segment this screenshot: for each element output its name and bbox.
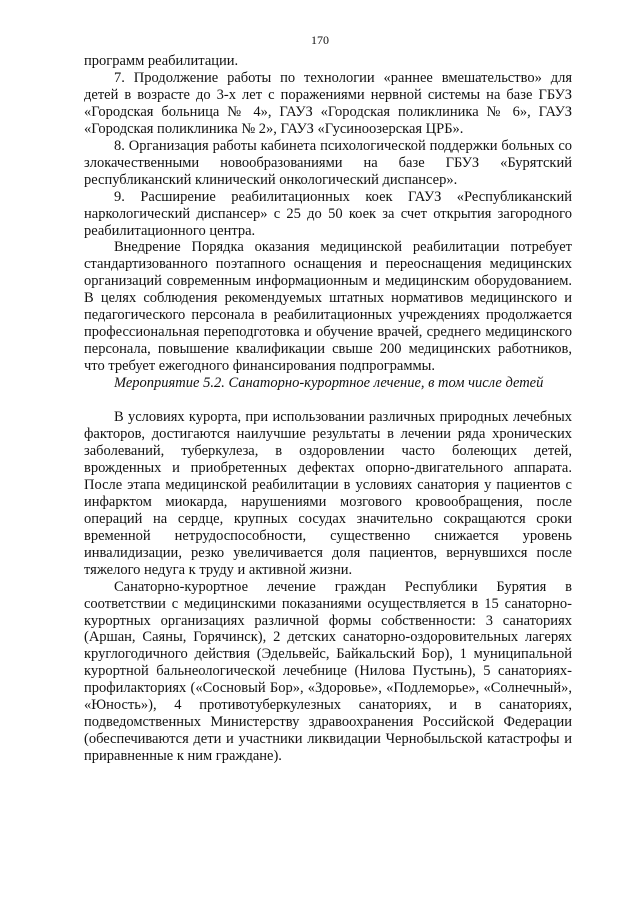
paragraph-rehab-order: Внедрение Порядка оказания медицинской реабилитации потребует стандартизованного поэтапного оснащения и переоснащения медицинских организаций современным информационным и медицинским оборудованием. В целях соблюдения рекомендуемых штатных нормативов медицинского и педагогического персонала в реабилитационных учреждениях продолжается профессиональная переподготовка и обучение врачей, среднего медицинского персонала, повышение квалификации свыше 200 медицинских работников, что требует ежегодного финансирования подпрограммы. [84, 239, 572, 375]
paragraph-item-7: 7. Продолжение работы по технологии «раннее вмешательство» для детей в возрасте до 3-х лет с поражениями нервной системы на базе ГБУЗ «Городская больница № 4», ГАУЗ «Городская поликлиника № 6», ГАУЗ «Городская поликлиника № 2», ГАУЗ «Гусиноозерская ЦРБ». [84, 69, 572, 137]
paragraph-continuation: программ реабилитации. [84, 53, 239, 69]
page-number: 170 [311, 33, 329, 47]
paragraph-sanatorium-treatment: Санаторно-курортное лечение граждан Республики Бурятия в соответствии с медицинскими показаниями осуществляется в 15 санаторно-курортных организациях различной формы собственности: 3 санаториях (Аршан, Саяны, Горячинск), 2 детских санаторно-оздоровительных лагерях круглогодичного действия (Эдельвейс, Байкальский Бор), 1 муниципальной курортной бальнеологической лечебнице (Нилова Пустынь), 5 санаториях-профилакториях («Сосновый Бор», «Здоровье», «Подлеморье», «Солнечный», «Юность»), 4 противотуберкулезных санаториях, и в санаториях, подведомственных Министерству здравоохранения Российской Федерации (обеспечиваются дети и участники ликвидации Чернобыльской катастрофы и приравненные к ним граждане). [84, 578, 572, 765]
paragraph-resort-conditions: В условиях курорта, при использовании различных природных лечебных факторов, достигаются наилучшие результаты в лечении ряда хронических заболеваний, туберкулеза, в оздоровлении часто болеющих детей, врожденных и приобретенных дефектах опорно-двигательного аппарата. После этапа медицинской реабилитации в условиях санатория у пациентов с инфарктом миокарда, нарушениями мозгового кровообращения, после операций на сердце, крупных сосудах значительно сокращаются сроки временной нетрудоспособности, существенно снижается уровень инвалидизации, резко увеличивается доля пациентов, вернувшихся после тяжелого недуга к труду и активной жизни. [84, 409, 572, 578]
section-heading: Мероприятие 5.2. Санаторно-курортное лечение, в том числе детей [114, 375, 544, 392]
paragraph-item-8: 8. Организация работы кабинета психологической поддержки больных со злокачественными новообразованиями на базе ГБУЗ «Бурятский республиканский клинический онкологический диспансер». [84, 137, 572, 188]
document-body [84, 53, 572, 765]
paragraph-item-9: 9. Расширение реабилитационных коек ГАУЗ «Республиканский наркологический диспансер» с 25 до 50 коек за счет открытия загородного реабилитационного центра. [84, 188, 572, 239]
